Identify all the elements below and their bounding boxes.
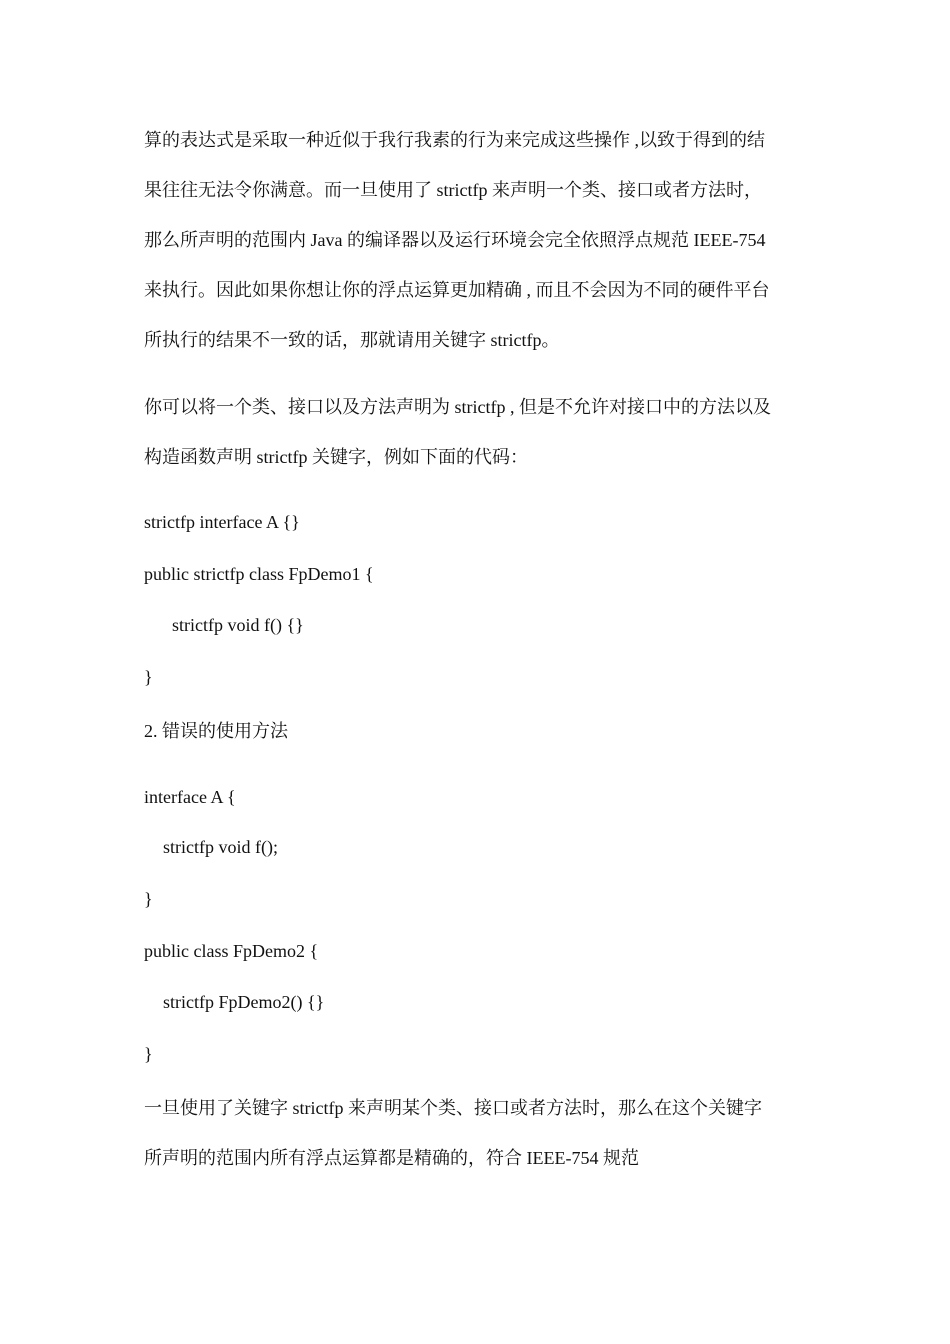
paragraph-2-line-1: 你可以将一个类、接口以及方法声明为 strictfp , 但是不允许对接口中的方法以及 (144, 397, 771, 417)
code-2-line-5: strictfp FpDemo2() {} (163, 992, 325, 1012)
code-2-line-3: } (144, 889, 153, 909)
code-2-line-2: strictfp void f(); (163, 837, 278, 857)
paragraph-3-line-1: 一旦使用了关键字 strictfp 来声明某个类、接口或者方法时，那么在这个关键字 (144, 1098, 762, 1118)
paragraph-2-line-2: 构造函数声明 strictfp 关键字，例如下面的代码： (144, 447, 528, 467)
code-1-line-1: strictfp interface A {} (144, 512, 300, 532)
code-1-line-4: } (144, 667, 153, 687)
paragraph-1-line-2: 果往往无法令你满意。而一旦使用了 strictfp 来声明一个类、接口或者方法时， (144, 180, 762, 200)
code-2-line-6: } (144, 1044, 153, 1064)
code-2-line-1: interface A { (144, 787, 236, 807)
code-1-line-2: public strictfp class FpDemo1 { (144, 564, 374, 584)
code-1-line-3: strictfp void f() {} (172, 615, 304, 635)
code-2-line-4: public class FpDemo2 { (144, 941, 319, 961)
section-heading: 2. 错误的使用方法 (144, 721, 288, 741)
paragraph-1-line-1: 算的表达式是采取一种近似于我行我素的行为来完成这些操作 ,以致于得到的结 (144, 130, 765, 150)
paragraph-3-line-2: 所声明的范围内所有浮点运算都是精确的，符合 IEEE-754 规范 (144, 1148, 639, 1168)
paragraph-1-line-5: 所执行的结果不一致的话，那就请用关键字 strictfp。 (144, 330, 560, 350)
paragraph-1-line-3: 那么所声明的范围内 Java 的编译器以及运行环境会完全依照浮点规范 IEEE-754 (144, 230, 766, 250)
paragraph-1-line-4: 来执行。因此如果你想让你的浮点运算更加精确 , 而且不会因为不同的硬件平台 (144, 280, 770, 300)
